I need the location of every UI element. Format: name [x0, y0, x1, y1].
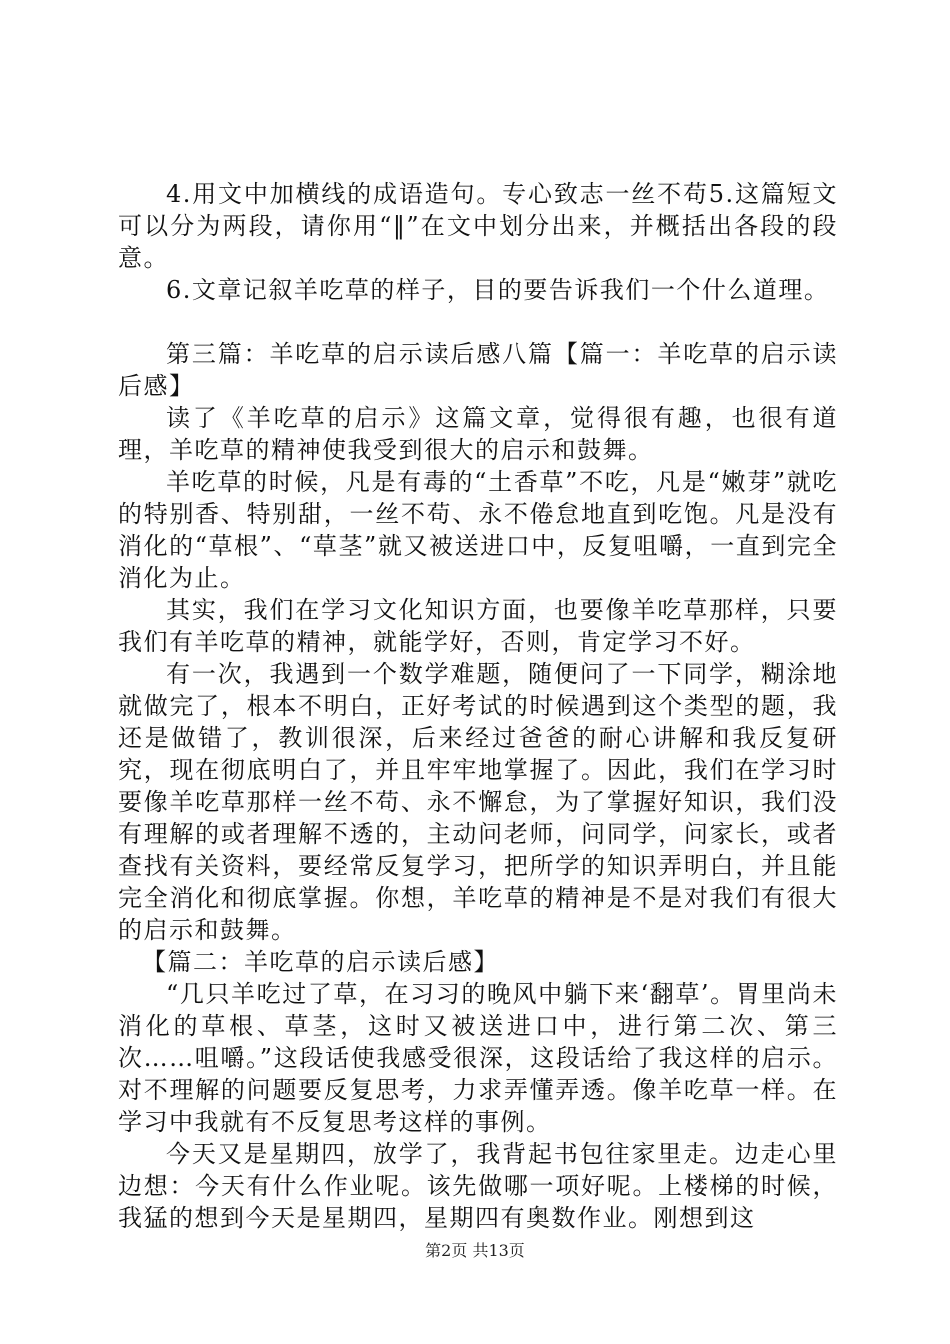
paragraph-question-4-5: 4.用文中加横线的成语造句。专心致志一丝不苟5.这篇短文可以分为两段，请你用“‖”在文中划分出来，并概括出各段的段意。: [118, 180, 838, 272]
paragraph-learning: 其实，我们在学习文化知识方面，也要像羊吃草那样，只要我们有羊吃草的精神，就能学好，否则，肯定学习不好。: [118, 596, 838, 656]
paragraph-gap: [118, 306, 838, 338]
document-body: [118, 178, 838, 1234]
paragraph-sheep-eating: 羊吃草的时候，凡是有毒的“土香草”不吃，凡是“嫩芽”就吃的特别香、特别甜，一丝不苟、永不倦怠地直到吃饱。凡是没有消化的“草根”、“草茎”就又被送进口中，反复咀嚼，一直到完全消化为止。: [118, 468, 838, 592]
paragraph-quote: “几只羊吃过了草，在习习的晚风中躺下来‘翻草’。胃里尚未消化的草根、草茎，这时又被送进口中，进行第二次、第三次……咀嚼。”这段话使我感受很深，这段话给了我这样的启示。对不理解的问题要反复思考，力求弄懂弄透。像羊吃草一样。在学习中我就有不反复思考这样的事例。: [118, 980, 838, 1136]
page-number-footer: 第2页 共13页: [425, 1241, 525, 1260]
section-heading: 第三篇：羊吃草的启示读后感八篇【篇一：羊吃草的启示读后感】: [118, 340, 838, 400]
paragraph-question-6: 6.文章记叙羊吃草的样子，目的要告诉我们一个什么道理。: [166, 276, 830, 304]
paragraph-reading-intro: 读了《羊吃草的启示》这篇文章，觉得很有趣，也很有道理，羊吃草的精神使我受到很大的启示和鼓舞。: [118, 404, 838, 464]
subheading-part-two: 【篇二：羊吃草的启示读后感】: [142, 948, 499, 976]
paragraph-thursday: 今天又是星期四，放学了，我背起书包往家里走。边走心里边想：今天有什么作业呢。该先做哪一项好呢。上楼梯的时候，我猛的想到今天是星期四，星期四有奥数作业。刚想到这: [118, 1140, 838, 1232]
paragraph-math-problem: 有一次，我遇到一个数学难题，随便问了一下同学，糊涂地就做完了，根本不明白，正好考试的时候遇到这个类型的题，我还是做错了，教训很深，后来经过爸爸的耐心讲解和我反复研究，现在彻底明白了，并且牢牢地掌握了。因此，我们在学习时要像羊吃草那样一丝不苟、永不懈怠，为了掌握好知识，我们没有理解的或者理解不透的，主动问老师，问同学，问家长，或者查找有关资料，要经常反复学习，把所学的知识弄明白，并且能完全消化和彻底掌握。你想，羊吃草的精神是不是对我们有很大的启示和鼓舞。: [118, 660, 838, 944]
